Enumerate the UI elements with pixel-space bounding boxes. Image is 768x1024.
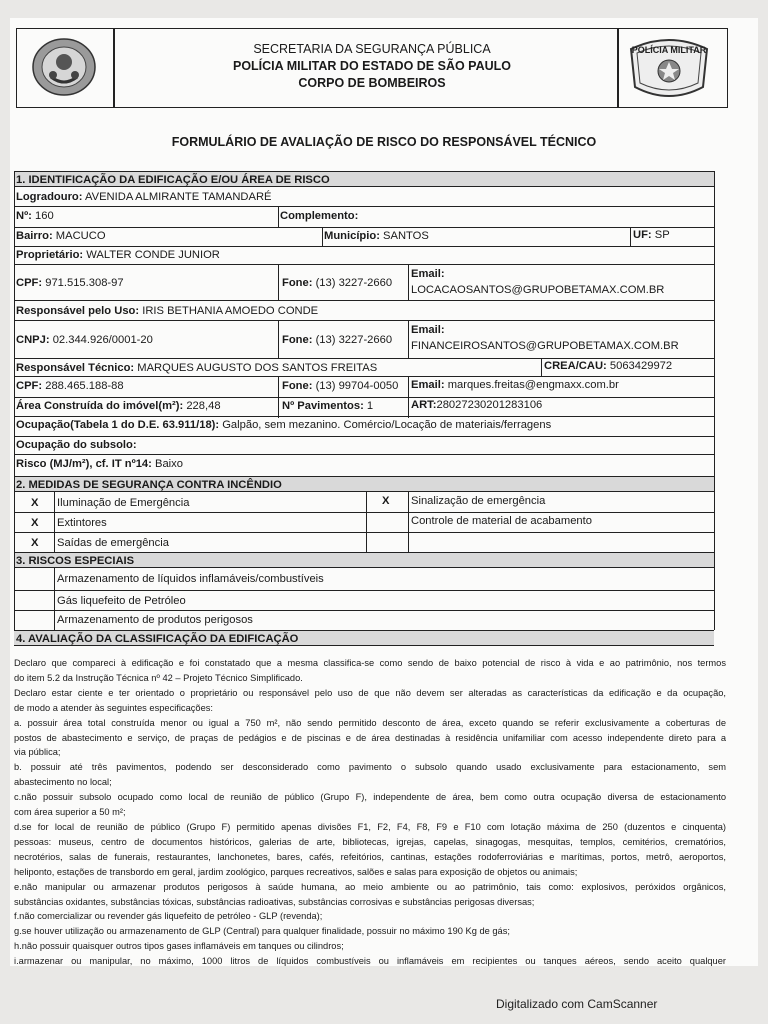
section1-title: 1. IDENTIFICAÇÃO DA EDIFICAÇÃO E/OU ÁREA DE RISCO <box>14 171 714 187</box>
art-value: 28027230201283106 <box>436 399 543 411</box>
header-divider-left <box>113 29 115 107</box>
body-line: postos de abastecimento e serviço, de praças de pedágios e de piscinas e de área destinadas à residência unifamiliar com acesso independente direto para a <box>14 732 726 743</box>
body-line: de modo a atender às seguintes especificações: <box>14 702 213 713</box>
camscanner-footer: Digitalizado com CamScanner <box>496 997 658 1011</box>
medida-saidas: Saídas de emergência <box>57 537 169 549</box>
email2-value: FINANCEIROSANTOS@GRUPOBETAMAX.COM.BR <box>411 340 679 352</box>
logo-text: POLÍCIA MILITAR <box>631 45 707 55</box>
numero-row: Nº: 160 <box>16 210 54 222</box>
body-line: h.não possuir quaisquer outros tipos gases inflamáveis em tanques ou cilindros; <box>14 941 344 952</box>
body-line: Declaro que compareci à edificação e foi constatado que a mesma classifica-se como sendo de baixo potencial de risco à vida e ao patrimônio, nos termos <box>14 658 726 668</box>
fone3-value: (13) 99704-0050 <box>315 380 399 392</box>
art-row: ART:28027230201283106 <box>411 399 543 411</box>
body-line: heliponto, estações de transbordo em geral, jardim zoológico, parques recreativos, salões e salas para exposição de objetos ou animais; <box>14 866 578 877</box>
section2-title: 2. MEDIDAS DE SEGURANÇA CONTRA INCÊNDIO <box>14 476 714 492</box>
medida-iluminacao: Iluminação de Emergência <box>57 497 190 509</box>
pavimentos-row: Nº Pavimentos: 1 <box>282 400 374 412</box>
cpf-value: 971.515.308-97 <box>45 277 124 289</box>
cnpj-value: 02.344.926/0001-20 <box>52 334 153 346</box>
subsolo-row: Ocupação do subsolo: <box>16 439 137 451</box>
check-extintores: X <box>31 517 39 529</box>
body-line: substâncias oxidantes, substâncias tóxicas, substâncias radioativas, substâncias corrosivas e substâncias perigosas diversas; <box>14 896 535 907</box>
email3-value: marques.freitas@engmaxx.com.br <box>447 379 619 391</box>
body-line: do item 5.2 da Instrução Técnica nº 42 – Projeto Técnico Simplificado. <box>14 672 303 683</box>
header-title <box>127 41 617 92</box>
fone2-value: (13) 3227-2660 <box>315 334 393 346</box>
fone3-row: Fone: (13) 99704-0050 <box>282 380 399 392</box>
medida-extintores: Extintores <box>57 517 107 529</box>
bairro-row: Bairro: MACUCO <box>16 230 106 242</box>
body-line: e.não manipular ou armazenar produtos perigosos à saúde humana, ao meio ambiente ou ao patrimônio, tais como: explosivos, peróxidos orgânicos, <box>14 881 726 892</box>
body-line: b. possuir até três pavimentos, podendo ser desconsiderado como pavimento o subsolo quando usado exclusivamente para estacionamento, sem <box>14 762 726 773</box>
document-header <box>16 28 728 108</box>
risco-especial-liquidos: Armazenamento de líquidos inflamáveis/combustíveis <box>57 573 324 585</box>
policia-militar-emblem-icon <box>621 31 717 105</box>
header-divider-right <box>617 29 619 107</box>
risco-row: Risco (MJ/m²), cf. IT nº14: Baixo <box>16 458 183 470</box>
risco-value: Baixo <box>154 458 183 470</box>
check-saidas: X <box>31 537 39 549</box>
section3-title: 3. RISCOS ESPECIAIS <box>14 552 714 568</box>
email2-label: Email: <box>411 324 445 336</box>
resp-tec-value: MARQUES AUGUSTO DOS SANTOS FREITAS <box>137 362 378 374</box>
medida-controle: Controle de material de acabamento <box>411 515 592 527</box>
fone-row: Fone: (13) 3227-2660 <box>282 277 393 289</box>
body-line: Declaro estar ciente e ter orientado o proprietário ou responsável pelo uso de que não devem ser alteradas as características da edificação e da ocupação, <box>14 687 726 698</box>
body-line: pessoas: museus, centro de documentos históricos, galerias de arte, bibliotecas, igrejas, capelas, sinagogas, mesquitas, templos, cemitérios, crematórios, <box>14 836 726 847</box>
form-title: FORMULÁRIO DE AVALIAÇÃO DE RISCO DO RESPONSÁVEL TÉCNICO <box>171 135 597 149</box>
body-line: necrotérios, salas de funerais, restaurantes, lanchonetes, bares, cafés, refeitórios, cantinas, estações rodoferroviárias e marítimas, portos, metrô, aeroportos, <box>14 851 726 862</box>
logradouro-value: AVENIDA ALMIRANTE TAMANDARÉ <box>85 191 272 203</box>
header-line-secretaria: SECRETARIA DA SEGURANÇA PÚBLICA <box>253 42 491 56</box>
body-line: abastecimento no local; <box>14 777 112 788</box>
table-right-border <box>714 171 715 476</box>
email-value: LOCACAOSANTOS@GRUPOBETAMAX.COM.BR <box>411 284 665 296</box>
cpf-row: CPF: 971.515.308-97 <box>16 277 124 289</box>
uf-row: UF: SP <box>633 229 670 241</box>
table-left-border <box>14 171 15 476</box>
body-line: f.não comercializar ou revender gás liquefeito de petróleo - GLP (revenda); <box>14 911 323 922</box>
ocupacao-row: Ocupação(Tabela 1 do D.E. 63.911/18): Galpão, sem mezanino. Comércio/Locação de materiais/ferragens <box>16 419 552 431</box>
body-line: a. possuir área total construída menor ou igual a 750 m², não sendo permitido desconto de área, exceto quando se referir exclusivamente a coberturas de <box>14 717 726 728</box>
proprietario-value: WALTER CONDE JUNIOR <box>86 249 220 261</box>
bombeiros-emblem-icon <box>29 35 99 99</box>
body-line: i.armazenar ou manipular, no máximo, 1000 litros de líquidos combustíveis ou inflamáveis em recipientes ou tanques aéreos, sendo aceito qualquer <box>14 956 726 967</box>
crea-value: 5063429972 <box>609 360 673 372</box>
body-line: g.se houver utilização ou armazenamento de GLP (Central) para qualquer finalidade, possuir no máximo 190 Kg de gás; <box>14 926 510 937</box>
numero-value: 160 <box>35 210 54 222</box>
body-line: c.não possuir subsolo ocupado como local de reunião de público (Grupo F), independente de área, bem como outra ocupação diversa de estacionamento <box>14 792 726 803</box>
pavimentos-value: 1 <box>366 400 374 412</box>
risco-especial-perigosos: Armazenamento de produtos perigosos <box>57 614 253 626</box>
area-value: 228,48 <box>186 400 221 412</box>
bairro-value: MACUCO <box>55 230 106 242</box>
section4-body <box>14 656 726 969</box>
email-label: Email: <box>411 268 445 280</box>
proprietario-row: Proprietário: WALTER CONDE JUNIOR <box>16 249 220 261</box>
cpf3-row: CPF: 288.465.188-88 <box>16 380 124 392</box>
medida-sinalizacao: Sinalização de emergência <box>411 495 546 507</box>
section4-title: 4. AVALIAÇÃO DA CLASSIFICAÇÃO DA EDIFICAÇÃO <box>14 630 714 646</box>
cpf3-value: 288.465.188-88 <box>45 380 124 392</box>
body-line: d.se for local de reunião de público (Grupo F) permitido apenas divisões F1, F2, F4, F8, F9 e F10 com lotação máxima de 250 (duzentos e cinquenta) <box>14 821 726 832</box>
header-line-bombeiros: CORPO DE BOMBEIROS <box>298 76 446 90</box>
area-row: Área Construída do imóvel(m²): 228,48 <box>16 400 221 412</box>
fone-value: (13) 3227-2660 <box>315 277 393 289</box>
cnpj-row: CNPJ: 02.344.926/0001-20 <box>16 334 153 346</box>
check-sinalizacao: X <box>382 495 390 507</box>
resp-uso-row: Responsável pelo Uso: IRIS BETHANIA AMOEDO CONDE <box>16 305 319 317</box>
check-iluminacao: X <box>31 497 39 509</box>
email3-row: Email: marques.freitas@engmaxx.com.br <box>411 379 619 391</box>
resp-uso-value: IRIS BETHANIA AMOEDO CONDE <box>142 305 319 317</box>
body-line: com área superior a 50 m²; <box>14 807 126 818</box>
uf-value: SP <box>654 229 670 241</box>
logradouro-row: Logradouro: AVENIDA ALMIRANTE TAMANDARÉ <box>16 191 272 203</box>
resp-tec-row: Responsável Técnico: MARQUES AUGUSTO DOS SANTOS FREITAS <box>16 362 378 374</box>
header-line-policia: POLÍCIA MILITAR DO ESTADO DE SÃO PAULO <box>232 59 511 73</box>
municipio-row: Município: SANTOS <box>324 230 429 242</box>
risco-especial-glp: Gás liquefeito de Petróleo <box>57 595 186 607</box>
ocupacao-value: Galpão, sem mezanino. Comércio/Locação de materiais/ferragens <box>222 419 552 431</box>
body-line: via pública; <box>14 747 61 758</box>
fone2-row: Fone: (13) 3227-2660 <box>282 334 393 346</box>
complemento-label: Complemento: <box>280 210 359 222</box>
crea-row: CREA/CAU: 5063429972 <box>544 360 673 372</box>
municipio-value: SANTOS <box>383 230 429 242</box>
